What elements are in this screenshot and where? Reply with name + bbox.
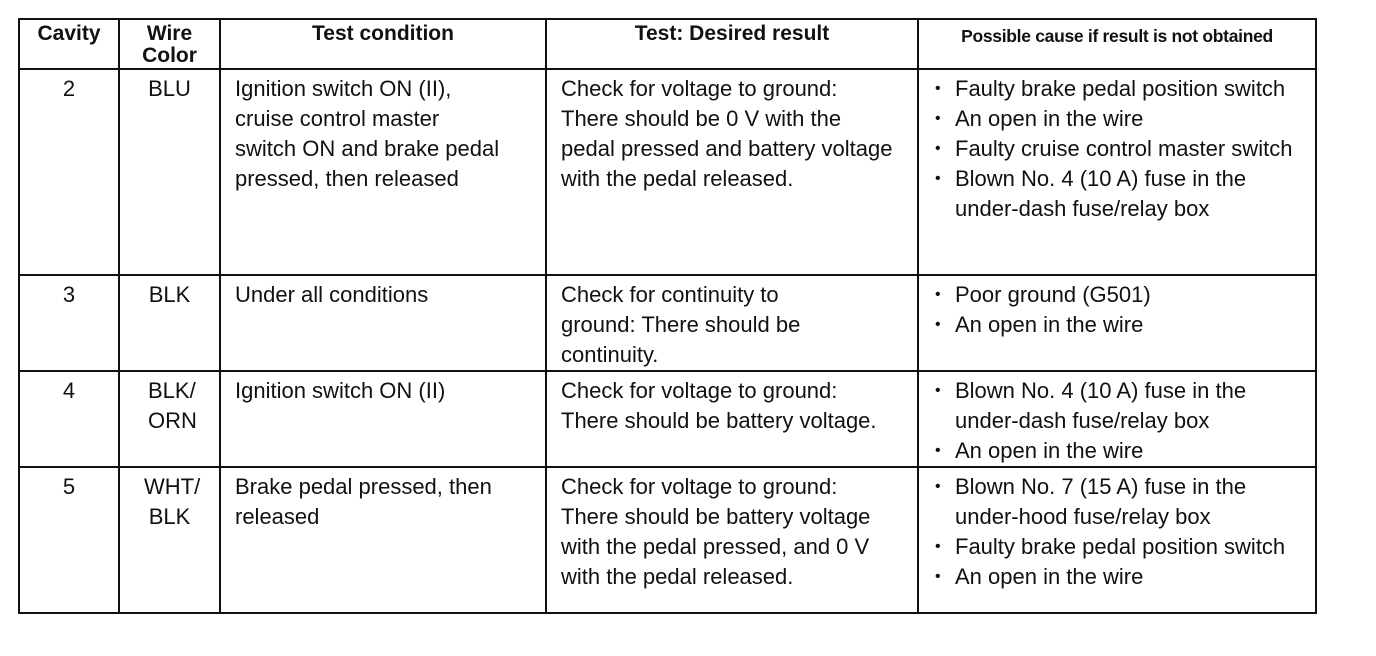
cell-test-condition: Ignition switch ON (II), cruise control master switch ON and brake pedal pressed, then released	[220, 69, 546, 275]
cell-possible-causes	[918, 467, 1316, 613]
cause-list	[933, 472, 1305, 592]
cell-desired-result: Check for continuity to ground: There should be continuity.	[546, 275, 918, 371]
cell-test-condition: Under all conditions	[220, 275, 546, 371]
cause-item: • An open in the wire	[933, 436, 1305, 466]
troubleshooting-table-container	[18, 18, 1315, 614]
cell-possible-causes	[918, 275, 1316, 371]
cell-test-condition: Brake pedal pressed, then released	[220, 467, 546, 613]
cause-list	[933, 74, 1305, 224]
header-possible-cause: Possible cause if result is not obtained	[918, 19, 1316, 69]
cell-possible-causes	[918, 69, 1316, 275]
cause-list	[933, 280, 1305, 340]
cell-cavity: 4	[19, 371, 119, 467]
table-row	[19, 275, 1316, 371]
cell-cavity: 5	[19, 467, 119, 613]
cause-item: • Faulty cruise control master switch	[933, 134, 1305, 164]
cause-item: • Blown No. 4 (10 A) fuse in the under-dash fuse/relay box	[933, 164, 1305, 224]
cell-wire-color: BLK/ ORN	[119, 371, 220, 467]
cell-test-condition: Ignition switch ON (II)	[220, 371, 546, 467]
cause-list	[933, 376, 1305, 466]
cause-item: • An open in the wire	[933, 310, 1305, 340]
cause-item: • An open in the wire	[933, 104, 1305, 134]
header-cavity: Cavity	[19, 19, 119, 69]
header-row	[19, 19, 1316, 69]
table-row	[19, 467, 1316, 613]
cell-cavity: 2	[19, 69, 119, 275]
header-wire-color: Wire Color	[119, 19, 220, 69]
cause-item: • An open in the wire	[933, 562, 1305, 592]
cause-item: • Blown No. 7 (15 A) fuse in the under-hood fuse/relay box	[933, 472, 1305, 532]
cell-desired-result: Check for voltage to ground: There should be battery voltage with the pedal pressed, and 0 V with the pedal released.	[546, 467, 918, 613]
cell-wire-color: BLK	[119, 275, 220, 371]
cause-item: • Faulty brake pedal position switch	[933, 532, 1305, 562]
cell-cavity: 3	[19, 275, 119, 371]
cell-possible-causes	[918, 371, 1316, 467]
cause-item: • Blown No. 4 (10 A) fuse in the under-dash fuse/relay box	[933, 376, 1305, 436]
cell-desired-result: Check for voltage to ground: There should be 0 V with the pedal pressed and battery voltage with the pedal released.	[546, 69, 918, 275]
cell-wire-color: WHT/ BLK	[119, 467, 220, 613]
cell-desired-result: Check for voltage to ground: There should be battery voltage.	[546, 371, 918, 467]
table-row	[19, 69, 1316, 275]
connector-test-table	[18, 18, 1317, 614]
header-desired-result: Test: Desired result	[546, 19, 918, 69]
table-row	[19, 371, 1316, 467]
cause-item: • Poor ground (G501)	[933, 280, 1305, 310]
header-test-condition: Test condition	[220, 19, 546, 69]
cell-wire-color: BLU	[119, 69, 220, 275]
cause-item: • Faulty brake pedal position switch	[933, 74, 1305, 104]
